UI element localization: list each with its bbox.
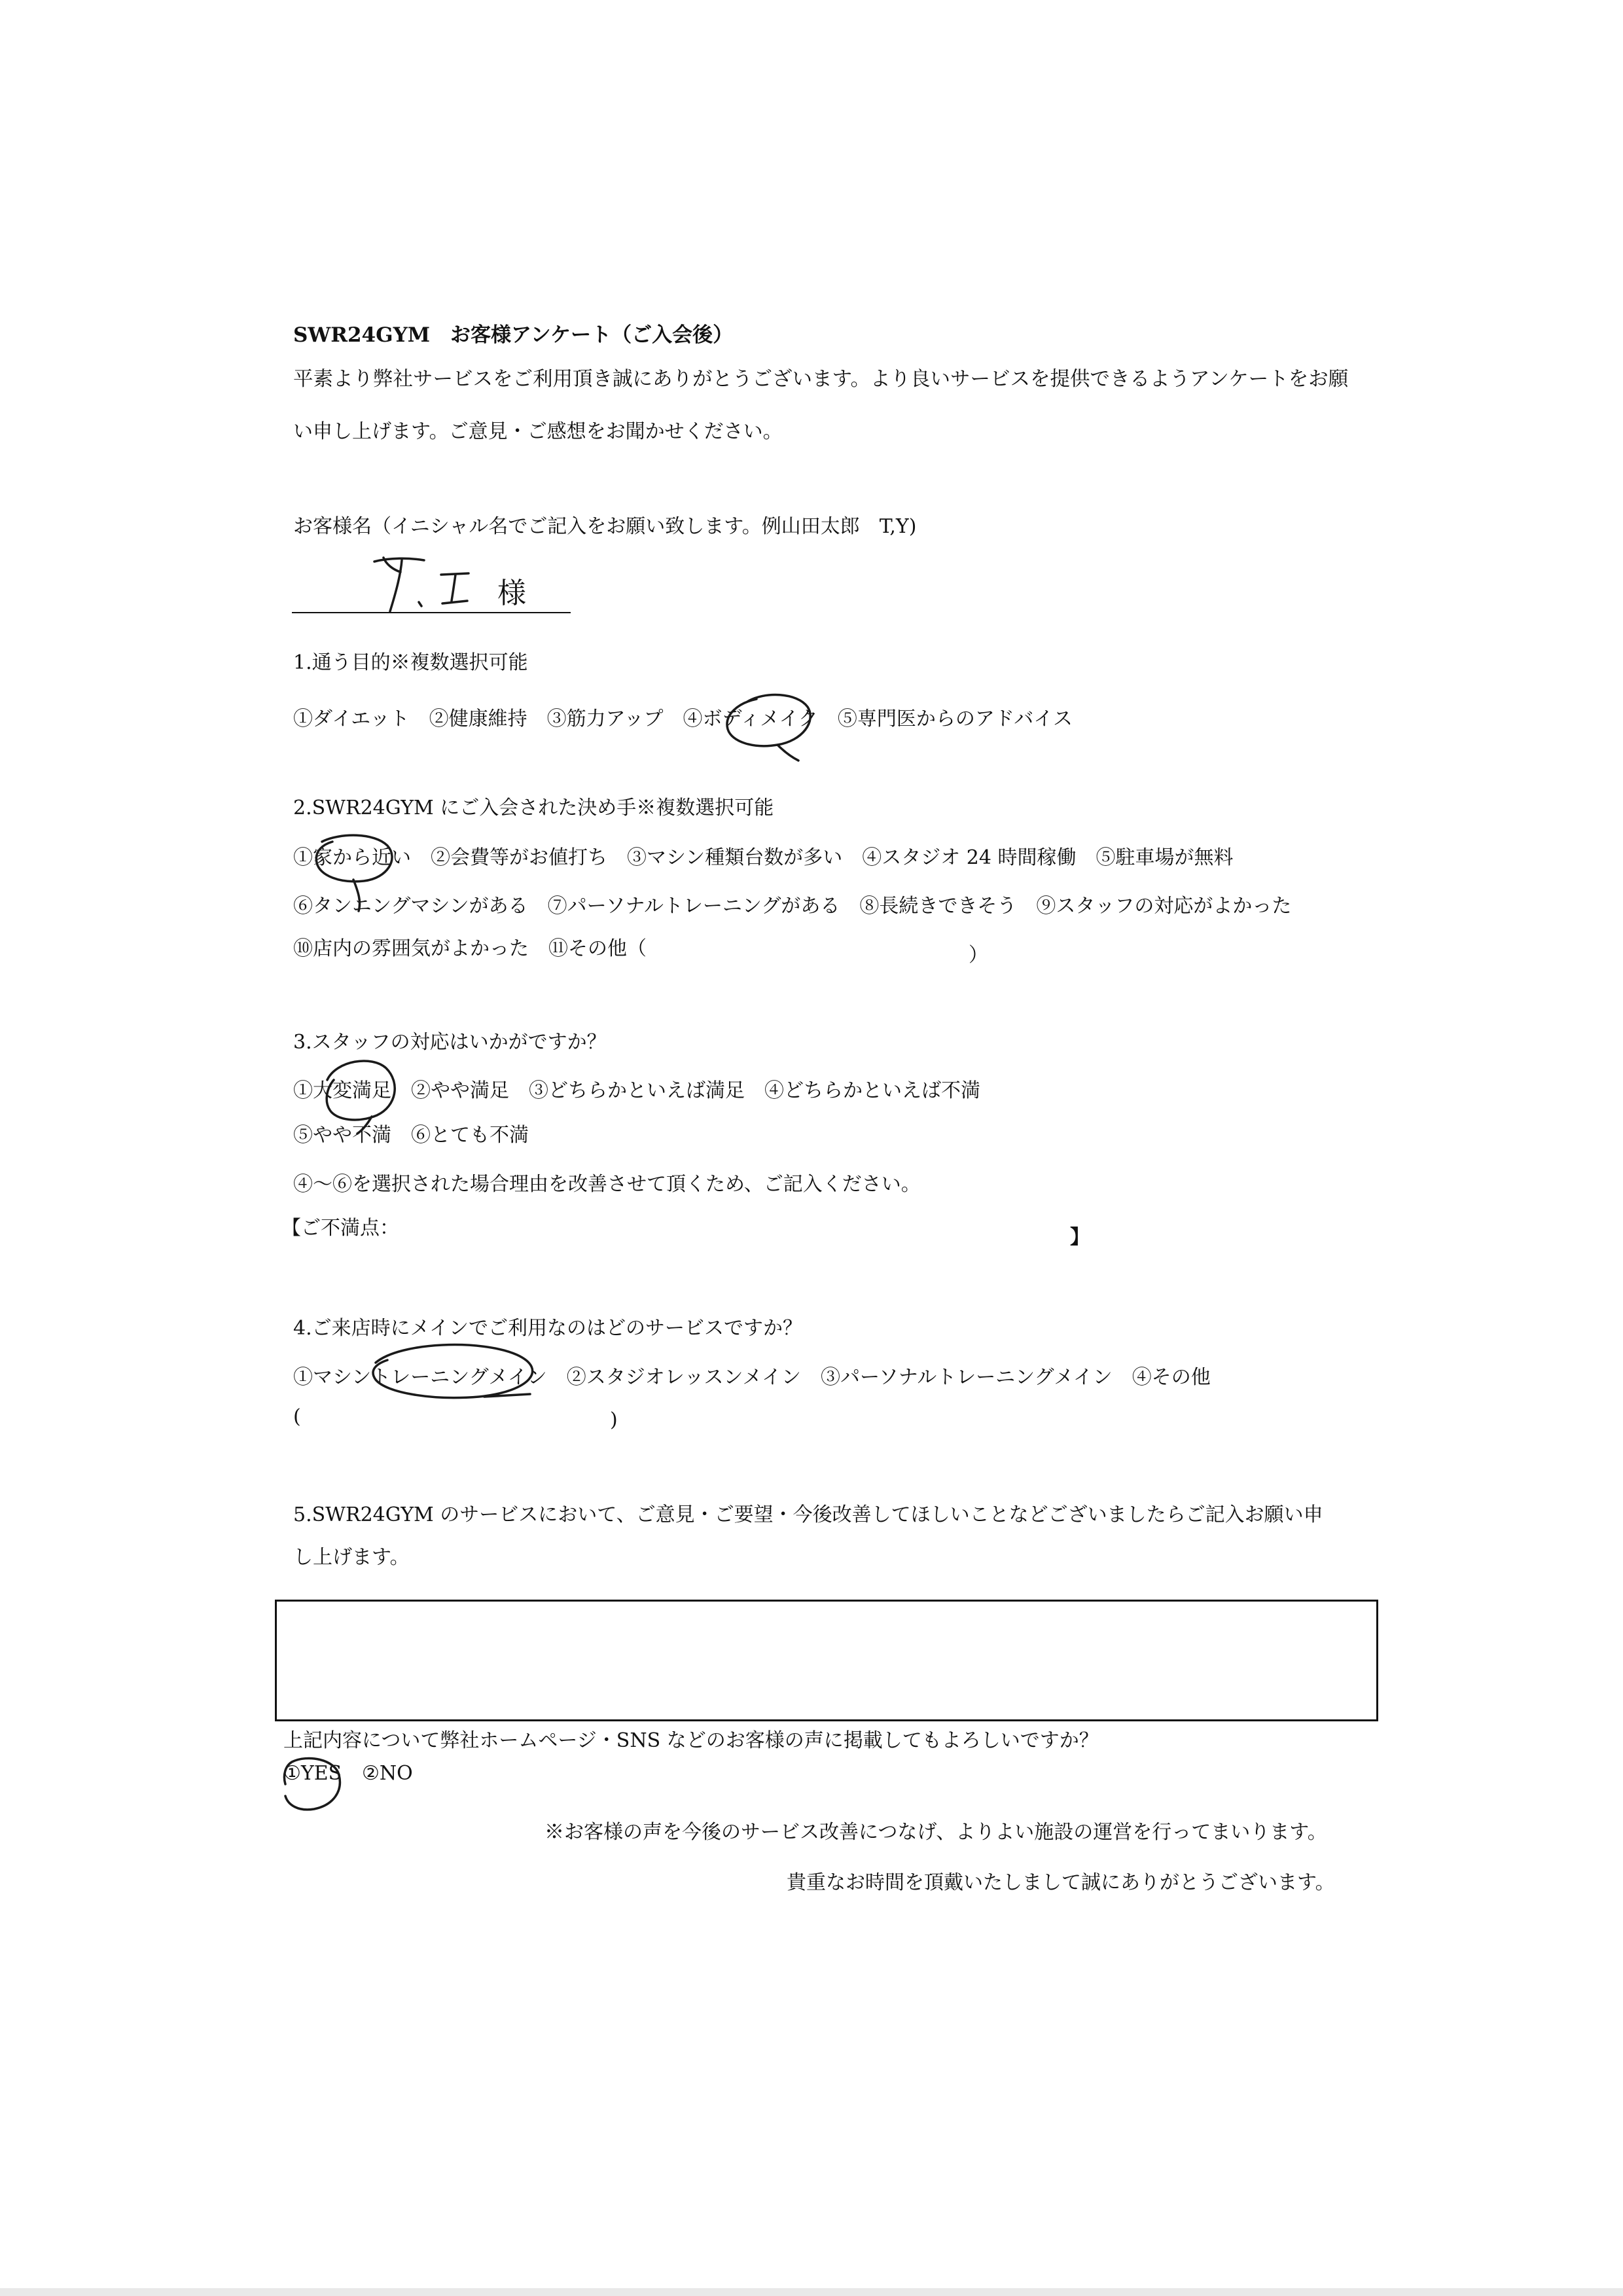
publish-question: 上記内容について弊社ホームページ・SNS などのお客様の声に掲載してもよろしいですか？ <box>283 1729 1099 1752</box>
q3-note: ④～⑥を選択された場合理由を改善させて頂くため、ご記入ください。 <box>293 1173 921 1196</box>
q4-other-open-paren: ( <box>293 1405 301 1428</box>
customer-name-field[interactable] <box>292 612 571 613</box>
handwritten-initials-signature <box>374 558 469 611</box>
q3-options-line1: ①大変満足 ②やや満足 ③どちらかといえば満足 ④どちらかといえば不満 <box>293 1079 980 1102</box>
intro-text-line2: い申し上げます。ご意見・ご感想をお聞かせください。 <box>293 420 783 443</box>
q5-question-line2: し上げます。 <box>293 1546 410 1569</box>
publish-option-yes: ①YES <box>283 1762 342 1785</box>
footer-thanks: 貴重なお時間を頂戴いたしまして誠にありがとうございます。 <box>787 1871 1335 1894</box>
q2-options-line3: ⑩店内の雰囲気がよかった ⑪その他（ <box>293 937 647 960</box>
q5-answer-box[interactable] <box>275 1600 1378 1721</box>
publish-option-no: ②NO <box>362 1762 413 1785</box>
q2-options-line1: ①家から近い ②会費等がお値打ち ③マシン種類台数が多い ④スタジオ 24 時間稼働 ⑤駐車場が無料 <box>293 846 1234 869</box>
intro-text-line1: 平素より弊社サービスをご利用頂き誠にありがとうございます。より良いサービスを提供できるようアンケートをお願 <box>293 368 1349 391</box>
q5-question-line1: 5.SWR24GYM のサービスにおいて、ご意見・ご要望・今後改善してほしいことなどございましたらご記入お願い申 <box>293 1503 1323 1526</box>
q3-complaint-close: 】 <box>1070 1226 1090 1249</box>
q2-other-close-paren: ） <box>969 944 988 967</box>
footer-note: ※お客様の声を今後のサービス改善につなげ、よりよい施設の運営を行ってまいります。 <box>544 1821 1327 1844</box>
q1-question: 1.通う目的※複数選択可能 <box>293 651 528 674</box>
survey-title: SWR24GYM お客様アンケート（ご入会後） <box>293 323 734 347</box>
q3-options-line2: ⑤やや不満 ⑥とても不満 <box>293 1124 529 1147</box>
honorific-sama: 様 <box>497 577 526 610</box>
q2-options-line2: ⑥タンニングマシンがある ⑦パーソナルトレーニングがある ⑧長続きできそう ⑨スタッフの対応がよかった <box>293 895 1292 918</box>
q3-question: 3.スタッフの対応はいかがですか？ <box>293 1031 607 1054</box>
q4-other-close-paren: ) <box>610 1408 618 1431</box>
scan-bottom-edge <box>0 2288 1623 2296</box>
q4-options: ①マシントレーニングメイン ②スタジオレッスンメイン ③パーソナルトレーニングメイン ④その他 <box>293 1366 1211 1389</box>
q1-options: ①ダイエット ②健康維持 ③筋力アップ ④ボディメイク ⑤専門医からのアドバイス <box>293 708 1073 730</box>
q3-complaint-label: 【ご不満点： <box>281 1217 399 1240</box>
q2-question: 2.SWR24GYM にご入会された決め手※複数選択可能 <box>293 797 774 819</box>
q4-question: 4.ご来店時にメインでご利用なのはどのサービスですか？ <box>293 1317 803 1340</box>
customer-name-label: お客様名（イニシャル名でご記入をお願い致します。例山田太郎 T,Y) <box>293 515 917 538</box>
